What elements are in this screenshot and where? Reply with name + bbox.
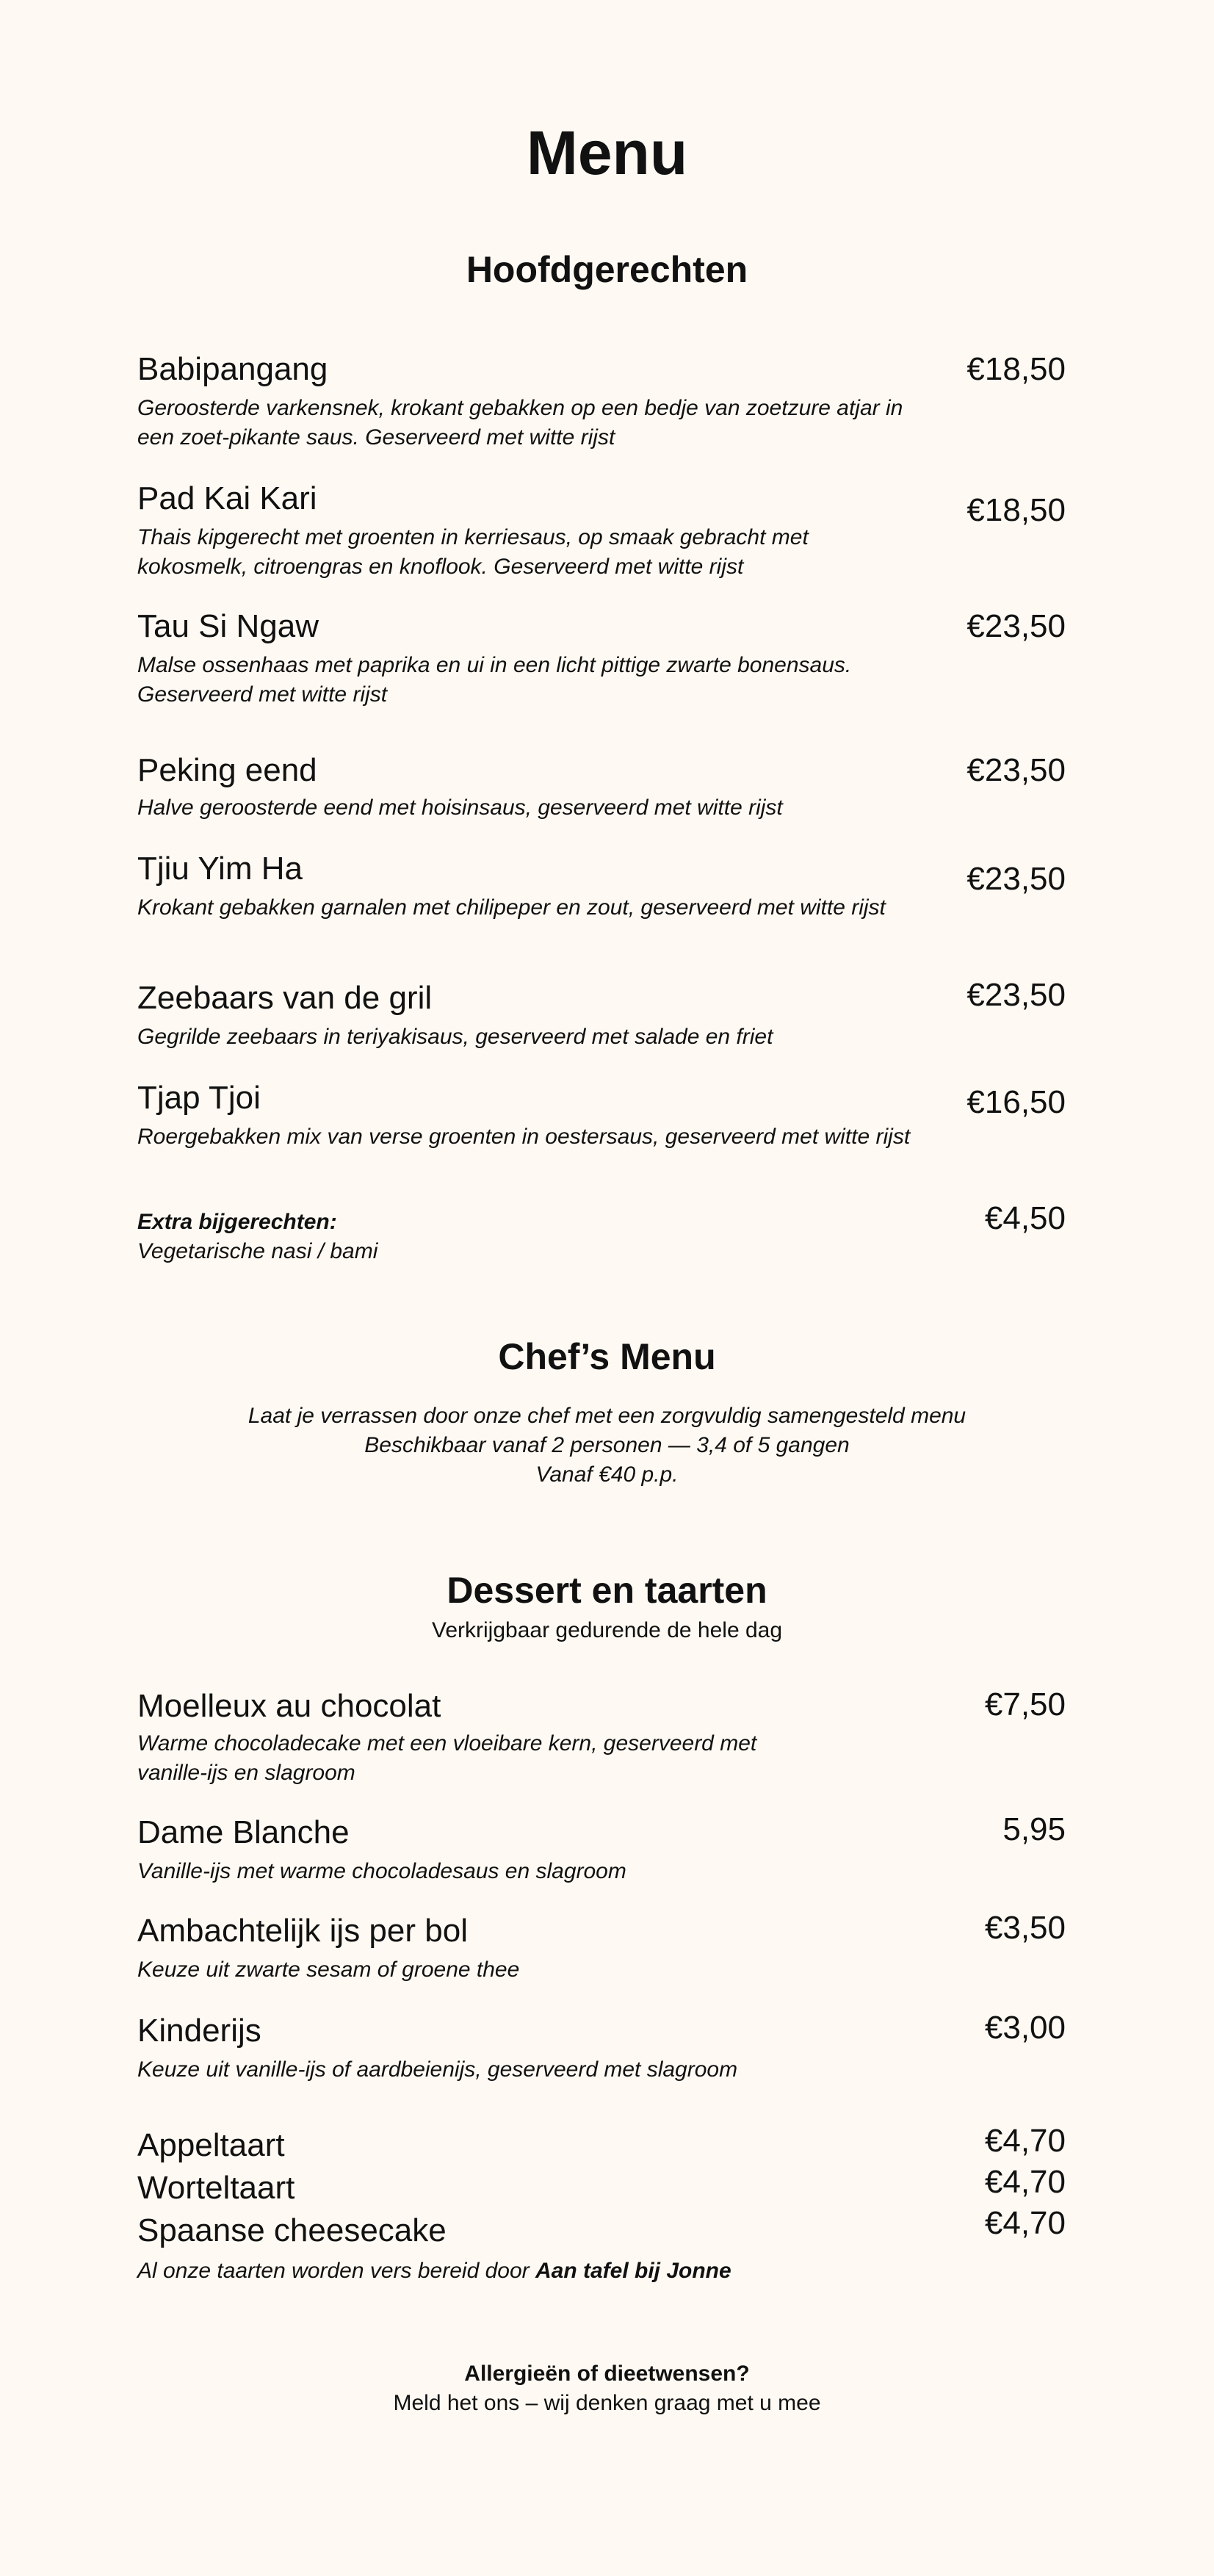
dish-name: Tau Si Ngaw — [137, 608, 319, 644]
dish-price: €23,50 — [966, 608, 1066, 644]
dessert-name: Moelleux au chocolat — [137, 1688, 441, 1724]
dessert-name: Ambachtelijk ijs per bol — [137, 1913, 468, 1949]
dessert-description: Warme chocoladecake met een vloeibare kern, geserveerd met vanille-ijs en slagroom — [137, 1731, 757, 1785]
cake-name: Worteltaart — [137, 2170, 295, 2206]
cake-name: Appeltaart — [137, 2127, 285, 2163]
dish-price: €23,50 — [966, 752, 1066, 788]
dish-name: Tjiu Yim Ha — [137, 851, 303, 887]
cake-note-text: Al onze taarten worden vers bereid door — [137, 2259, 535, 2283]
dish-description: Thais kipgerecht met groenten in kerriesaus, op smaak gebracht met kokosmelk, citroengras en knoflook. Geserveerd met witte rijst — [137, 525, 809, 579]
dish-name: Peking eend — [137, 752, 317, 788]
dessert-description: Keuze uit vanille-ijs of aardbeienijs, geserveerd met slagroom — [137, 2057, 738, 2082]
dessert-name: Kinderijs — [137, 2013, 261, 2049]
dish-description: Gegrilde zeebaars in teriyakisaus, geserveerd met salade en friet — [137, 1025, 773, 1049]
section-heading-desserts: Dessert en taarten — [447, 1570, 767, 1611]
allergy-text: Meld het ons – wij denken graag met u mee — [393, 2391, 821, 2415]
dish-name: Zeebaars van de gril — [137, 980, 433, 1016]
dish-price: €23,50 — [966, 861, 1066, 897]
cake-price: €4,70 — [984, 2205, 1066, 2241]
dish-description: Roergebakken mix van verse groenten in oestersaus, geserveerd met witte rijst — [137, 1125, 911, 1149]
dish-name: Tjap Tjoi — [137, 1080, 261, 1116]
dish-name: Babipangang — [137, 351, 328, 387]
chefs-menu-line: Vanaf €40 p.p. — [535, 1462, 679, 1487]
dish-price: €16,50 — [966, 1084, 1066, 1120]
dessert-price: €3,50 — [984, 1910, 1066, 1946]
dish-description: Halve geroosterde eend met hoisinsaus, geserveerd met witte rijst — [137, 795, 783, 820]
section-heading-chefs-menu: Chef’s Menu — [498, 1336, 716, 1377]
dessert-description: Keuze uit zwarte sesam of groene thee — [137, 1958, 520, 1982]
dish-description: Geroosterde varkensnek, krokant gebakken op een bedje van zoetzure atjar in een zoet-pikante saus. Geserveerd met witte rijst — [137, 396, 903, 450]
dessert-description: Vanille-ijs met warme chocoladesaus en slagroom — [137, 1859, 626, 1883]
cake-note — [137, 2256, 916, 2286]
dessert-price: €3,00 — [984, 2010, 1066, 2046]
dish-name: Pad Kai Kari — [137, 480, 317, 516]
dish-price: €23,50 — [966, 977, 1066, 1013]
extra-sides-price: €4,50 — [984, 1200, 1066, 1236]
allergy-heading: Allergieën of dieetwensen? — [464, 2362, 750, 2386]
page-title: Menu — [526, 118, 688, 187]
dish-description: Malse ossenhaas met paprika en ui in een licht pittige zwarte bonensaus. Geserveerd met witte rijst — [137, 653, 852, 707]
cake-name: Spaanse cheesecake — [137, 2212, 447, 2248]
dish-price: €18,50 — [966, 492, 1066, 528]
extra-sides-label: Extra bijgerechten: — [137, 1210, 337, 1234]
desserts-subheading: Verkrijgbaar gedurende de hele dag — [431, 1618, 783, 1642]
bakery-name: Aan tafel bij Jonne — [535, 2259, 731, 2283]
extra-sides-text: Vegetarische nasi / bami — [137, 1239, 378, 1263]
cake-price: €4,70 — [984, 2164, 1066, 2200]
dish-price: €18,50 — [966, 351, 1066, 387]
dish-description: Krokant gebakken garnalen met chilipeper en zout, geserveerd met witte rijst — [137, 895, 886, 920]
dessert-price: 5,95 — [1002, 1811, 1066, 1847]
dessert-name: Dame Blanche — [137, 1814, 350, 1850]
cake-price: €4,70 — [984, 2123, 1066, 2159]
section-heading-main: Hoofdgerechten — [466, 249, 748, 290]
dessert-price: €7,50 — [984, 1686, 1066, 1722]
chefs-menu-line: Laat je verrassen door onze chef met een zorgvuldig samengesteld menu — [248, 1404, 966, 1428]
chefs-menu-line: Beschikbaar vanaf 2 personen — 3,4 of 5 gangen — [364, 1433, 850, 1457]
